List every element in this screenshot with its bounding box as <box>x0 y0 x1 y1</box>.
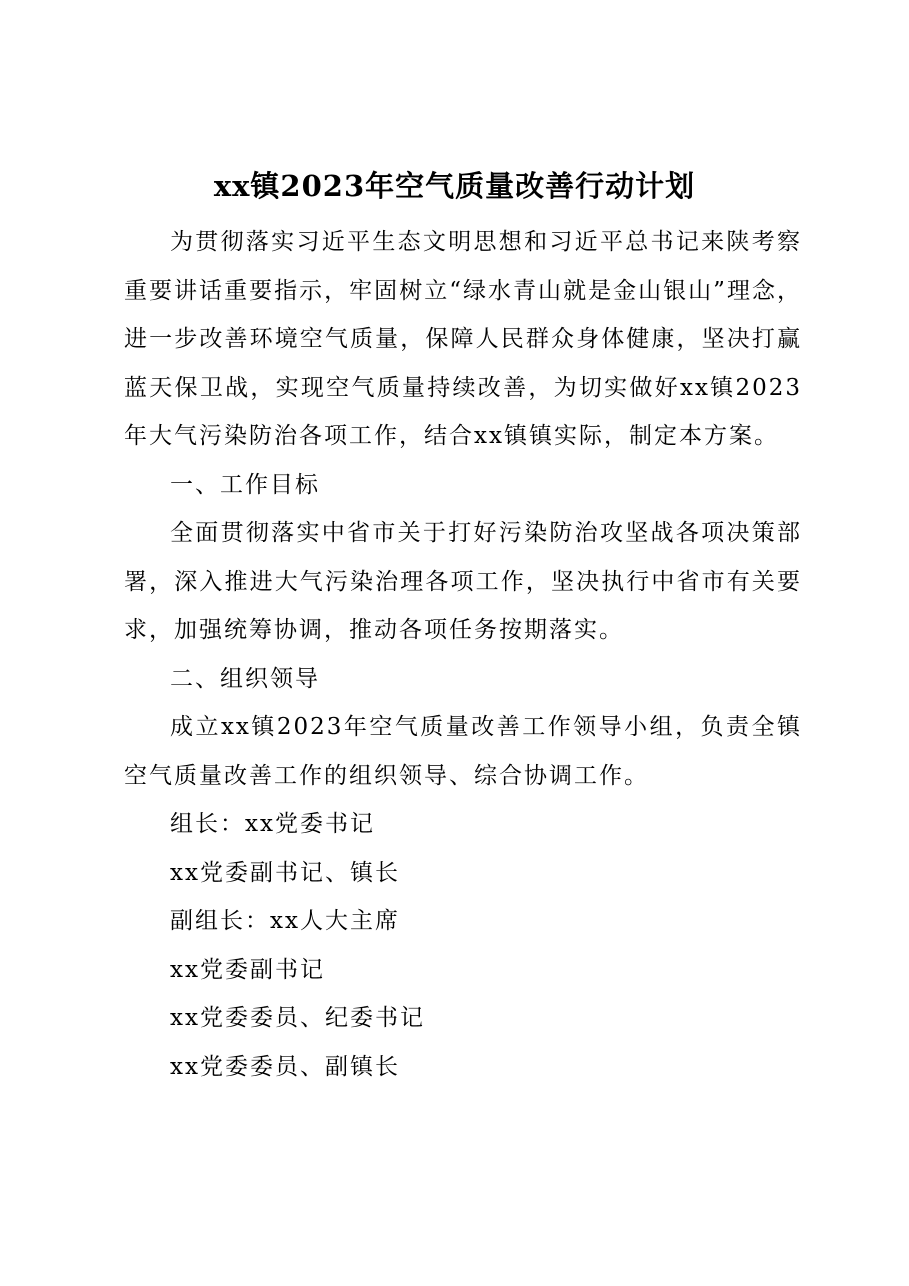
section-heading-goals: 一、工作目标 <box>170 471 320 498</box>
member-line: 副组长：xx人大主席 <box>170 908 400 934</box>
member-line: 组长：xx党委书记 <box>170 811 375 837</box>
document-body <box>124 218 802 1091</box>
section-heading-leadership: 二、组织领导 <box>170 665 320 692</box>
document-title: xx镇2023年空气质量改善行动计划 <box>213 169 696 203</box>
member-line: xx党委委员、纪委书记 <box>170 1005 425 1031</box>
member-line: xx党委副书记、镇长 <box>170 859 400 886</box>
goals-paragraph: 全面贯彻落实中省市关于打好污染防治攻坚战各项决策部署，深入推进大气污染治理各项工作，坚决执行中省市有关要求，加强统筹协调，推动各项任务按期落实。 <box>124 520 802 643</box>
leadership-paragraph: 成立xx镇2023年空气质量改善工作领导小组，负责全镇空气质量改善工作的组织领导、综合协调工作。 <box>124 714 802 789</box>
member-line: xx党委委员、副镇长 <box>170 1053 400 1080</box>
member-line: xx党委副书记 <box>170 956 325 983</box>
intro-paragraph: 为贯彻落实习近平生态文明思想和习近平总书记来陕考察重要讲话重要指示，牢固树立“绿水青山就是金山银山”理念，进一步改善环境空气质量，保障人民群众身体健康，坚决打赢蓝天保卫战，实现空气质量持续改善，为切实做好xx镇2023年大气污染防治各项工作，结合xx镇镇实际，制定本方案。 <box>124 229 802 449</box>
